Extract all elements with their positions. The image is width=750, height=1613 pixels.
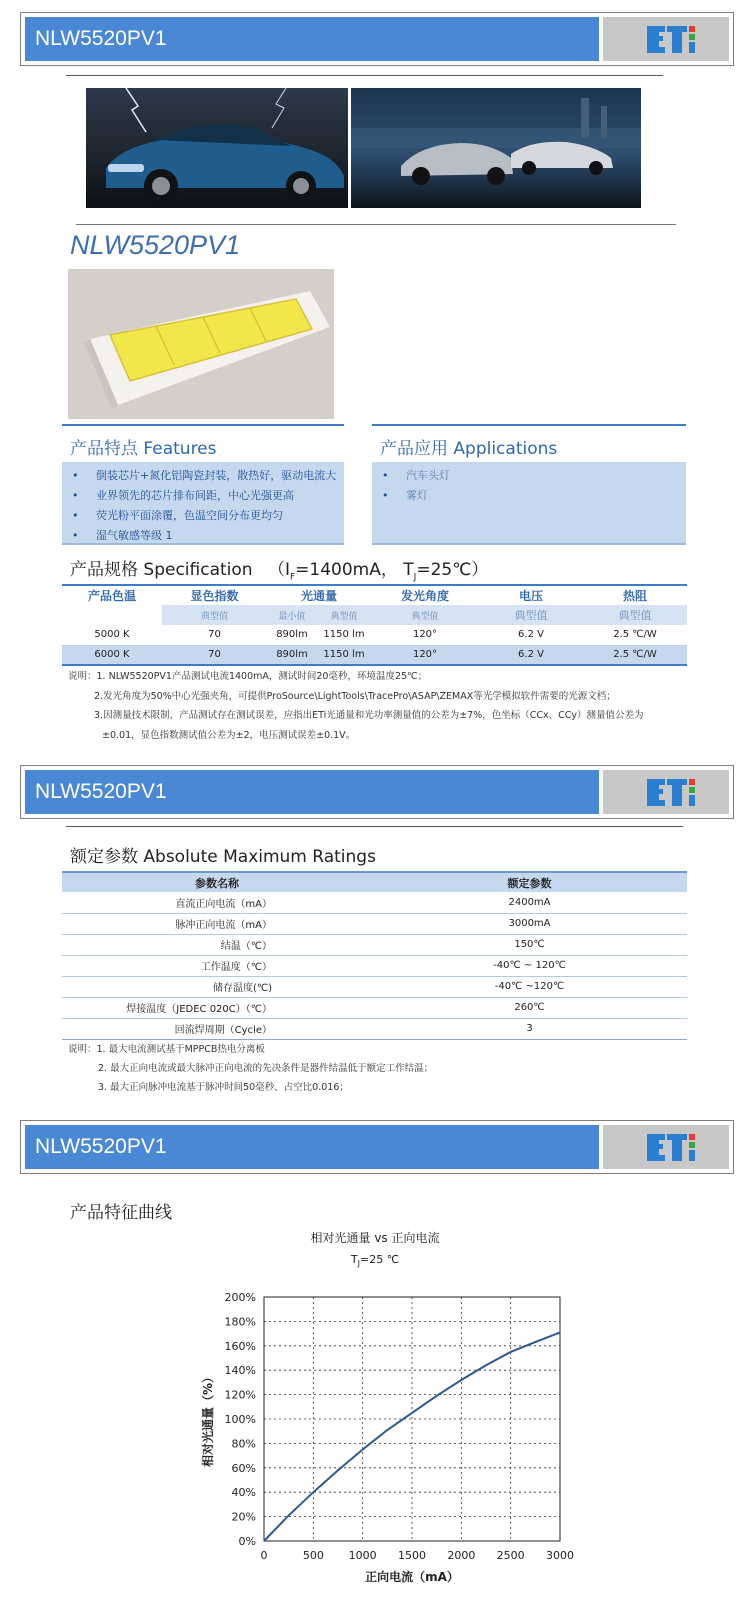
eti-logo-icon xyxy=(603,17,729,61)
table-row: 脉冲正向电流（mA） 3000mA xyxy=(62,913,687,934)
ratings-header: 参数名称 xyxy=(195,876,239,890)
table-row: 焊接温度（JEDEC 020C）（℃） 260℃ xyxy=(62,997,687,1018)
chart-title: 相对光通量 vs 正向电流 xyxy=(310,1231,440,1245)
y-tick-label: 20% xyxy=(231,1510,256,1524)
y-tick-label: 80% xyxy=(231,1437,256,1451)
flux-vs-current-chart xyxy=(0,1218,750,1613)
feature-item: • 倒装芯片+氮化铝陶瓷封装，散热好，驱动电流大 xyxy=(70,466,344,486)
spec-subheader: 典型值 xyxy=(583,605,687,625)
spec-subheader: 典型值 xyxy=(371,605,479,625)
table-row: 储存温度(℃) -40℃ ~120℃ xyxy=(62,976,687,997)
header-banner-2 xyxy=(20,765,734,819)
banner-product-code: NLW5520PV1 xyxy=(25,770,599,814)
y-tick-label: 160% xyxy=(224,1339,256,1353)
spec-header: 产品色温 xyxy=(87,589,136,603)
spec-note: 3.因测量技术限制，产品测试存在测试误差，应指出ETi光通量和光功率测量值的公差为±7%，色坐标（CCx、CCy）测量值公差为 xyxy=(94,710,644,721)
spec-header: 光通量 xyxy=(300,589,337,603)
x-tick-label: 2000 xyxy=(447,1549,476,1562)
table-row: 5000 K 70 890lm 1150 lm 120° 6.2 V 2.5 ℃/W xyxy=(62,625,687,645)
spec-note: 说明：1. NLW5520PV1产品测试电流1400mA，测试时间20毫秒，环境温度25℃； xyxy=(68,671,428,682)
x-tick-label: 1500 xyxy=(398,1549,426,1562)
spec-note: ±0.01，显色指数测试值公差为±2，电压测试误差±0.1V。 xyxy=(102,730,356,741)
x-tick-label: 0 xyxy=(260,1549,268,1562)
y-tick-label: 60% xyxy=(231,1461,256,1475)
ratings-heading: 额定参数 Absolute Maximum Ratings xyxy=(70,847,376,867)
spec-note: 2.发光角度为50%中心光强夹角，可提供ProSource\LightTools\TracePro\ASAP\ZEMAX等光学模拟软件需要的光源文档； xyxy=(94,691,616,702)
spec-subheader: 最小值 xyxy=(267,605,317,625)
table-row: 直流正向电流（mA） 2400mA xyxy=(62,892,687,913)
x-tick-label: 3000 xyxy=(546,1549,574,1562)
applications-panel xyxy=(372,462,686,545)
banner-product-code: NLW5520PV1 xyxy=(25,1125,599,1169)
table-row: 回流焊周期（Cycle） 3 xyxy=(62,1018,687,1039)
chart-subtitle: $T_J=25$ ℃ xyxy=(350,1253,400,1268)
y-tick-label: 100% xyxy=(224,1413,256,1426)
spec-subheader: 典型值 xyxy=(162,605,267,625)
features-heading: 产品特点 Features xyxy=(70,439,217,459)
company-logo xyxy=(603,1125,729,1169)
applications-heading: 产品应用 Applications xyxy=(380,439,558,459)
y-tick-label: 140% xyxy=(224,1364,256,1378)
x-tick-label: 2500 xyxy=(496,1549,525,1562)
header-banner-1 xyxy=(20,12,734,66)
y-tick-label: 180% xyxy=(224,1315,256,1329)
spec-heading: 产品规格 Specification （$I_F=1400mA$， $T_J=25℃$） xyxy=(70,560,489,583)
company-logo xyxy=(603,770,729,814)
table-row: 工作温度（℃） -40℃ ~ 120℃ xyxy=(62,955,687,976)
table-row: 结温（℃） 150℃ xyxy=(62,934,687,955)
x-axis-label: 正向电流（mA） xyxy=(365,1570,459,1584)
car-photo-silver xyxy=(351,88,641,208)
product-title: NLW5520PV1 xyxy=(70,230,241,260)
curve-section-heading: 产品特征曲线 xyxy=(70,1203,172,1223)
header-banner-3 xyxy=(20,1120,734,1174)
ratings-table xyxy=(62,871,687,1040)
company-logo xyxy=(603,17,729,61)
spec-header: 电压 xyxy=(518,589,543,603)
divider xyxy=(66,75,663,76)
spec-subheader: 典型值 xyxy=(479,605,583,625)
spec-header: 热阻 xyxy=(622,589,647,603)
applications-top-line xyxy=(372,424,686,426)
spec-header: 显色指数 xyxy=(190,589,239,603)
ratings-note: 3. 最大正向脉冲电流基于脉冲时间50毫秒、占空比0.016； xyxy=(98,1082,349,1093)
x-tick-label: 500 xyxy=(302,1549,324,1562)
feature-item: • 荧光粉平面涂覆，色温空间分布更均匀 xyxy=(70,506,344,526)
ratings-note: 2. 最大正向电流或最大脉冲正向电流的先决条件是器件结温低于额定工作结温； xyxy=(98,1063,434,1074)
ratings-note: 说明：1. 最大电流测试基于MPPCB热电分离板 xyxy=(68,1044,265,1055)
spec-subheader: 典型值 xyxy=(317,605,371,625)
eti-logo-icon xyxy=(603,770,729,814)
car-photo-blue xyxy=(86,88,348,208)
divider xyxy=(66,826,683,827)
y-tick-label: 120% xyxy=(224,1388,256,1402)
ratings-header: 额定参数 xyxy=(507,876,552,890)
application-item: • 雾灯 xyxy=(380,486,686,506)
features-panel xyxy=(62,462,344,545)
led-package-image xyxy=(68,269,334,419)
banner-product-code: NLW5520PV1 xyxy=(25,17,599,61)
y-tick-label: 0% xyxy=(238,1535,256,1548)
spec-header: 发光角度 xyxy=(400,589,449,603)
table-row: 6000 K 70 890lm 1150 lm 120° 6.2 V 2.5 ℃/W xyxy=(62,645,687,665)
divider xyxy=(76,224,676,225)
y-tick-label: 40% xyxy=(231,1486,256,1500)
feature-item: • 湿气敏感等级 1 xyxy=(70,526,344,546)
application-item: • 汽车头灯 xyxy=(380,466,686,486)
y-tick-label: 200% xyxy=(224,1291,256,1304)
x-tick-label: 1000 xyxy=(348,1549,377,1562)
spec-table xyxy=(62,584,687,666)
features-top-line xyxy=(62,424,344,426)
feature-item: • 业界领先的芯片排布间距，中心光强更高 xyxy=(70,486,344,506)
y-axis-label: 相对光通量（%） xyxy=(201,1370,215,1468)
eti-logo-icon xyxy=(603,1125,729,1169)
